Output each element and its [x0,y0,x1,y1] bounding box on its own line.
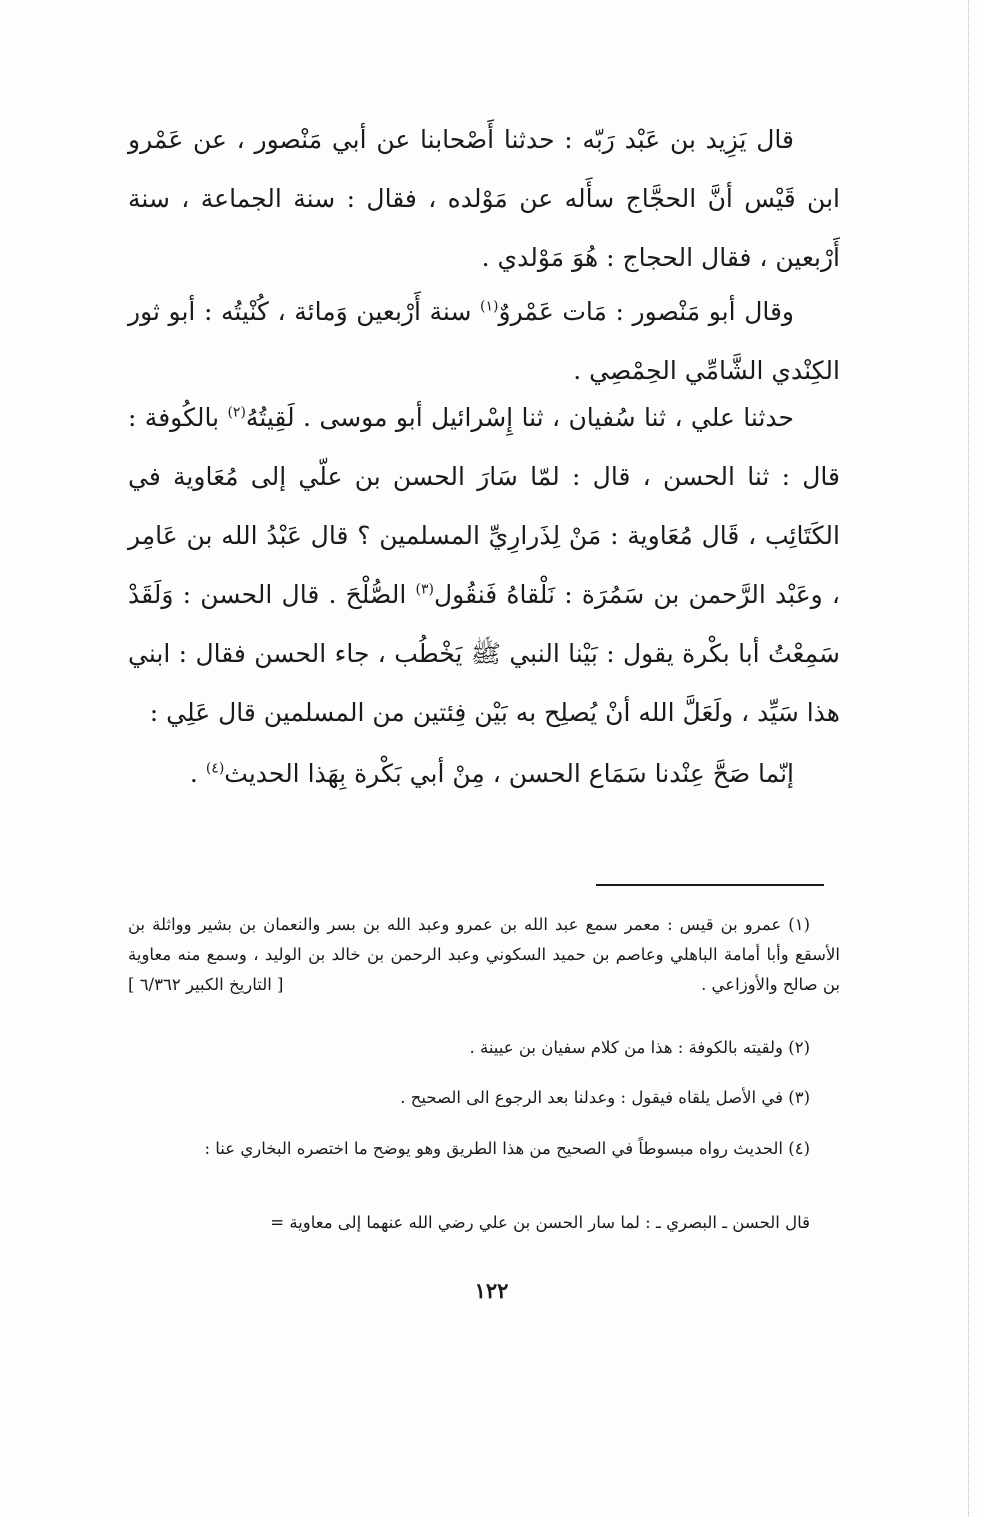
paragraph-text-end: الصُّلْحَ . قال الحسن : وَلَقَدْ سَمِعْتُ أبا بكْرة يقول : بَيْنا النبي ﷺ يَخْطُب ، جاء الحسن فقال : ابني هذا سَيِّد ، ولَعَلَّ الله أنْ يُصلِح به بَيْن فِئتين من المسلمين قال عَلِي : [128,580,840,727]
footnote-4 [128,1134,840,1164]
page-number: ١٢٢ [474,1278,509,1303]
footnote-2 [128,1033,840,1063]
paragraph-text-start: حدثنا علي ، ثنا سُفيان ، ثنا إِسْرائيل أبو موسى . لَقِيتُهُ [245,403,794,432]
footnote-1 [128,910,840,1000]
paragraph-abu-mansur [128,282,840,400]
footnote-ref-3: (٣) [415,581,434,598]
paragraph-text-start: إنّما صَحَّ عِنْدنا سَمَاع الحسن ، مِنْ أبي بَكْرة بِهَذا الحديث [224,759,794,788]
paragraph-text-start: وقال أبو مَنْصور : مَات عَمْروٌ [498,297,795,326]
paragraph-yazid [128,110,840,287]
paragraph-text: قال يَزِيد بن عَبْد رَبّه : حدثنا أَصْحابنا عن أبي مَنْصور ، عن عَمْرو ابن قَيْس أنَّ الحجَّاج سأَله عن مَوْلده ، فقال : سنة الجماعة ، سنة أَرْبعين ، فقال الحجاج : هُوَ مَوْلدي . [128,125,840,272]
footnote-4-continuation-text: قال الحسن ـ البصري ـ : لما سار الحسن بن علي رضي الله عنهما إلى معاوية = [270,1213,810,1232]
paragraph-text-middle: بالكُوفة : قال : ثنا الحسن ، قال : لمّا سَارَ الحسن بن علّي إلى مُعَاوية في الكَتَائِب ، قَال مُعَاوية : مَنْ لِذَرارِيِّ المسلمين ؟ قال عَبْدُ الله بن عَامِر ، وعَبْد الرَّحمن بن سَمُرَة : نَلْقاهُ فَنقُول [128,403,840,609]
scan-edge-line [968,0,969,1517]
paragraph-text-end: . [189,759,206,788]
footnote-ref-1: (١) [480,298,499,315]
footnote-3 [128,1083,840,1113]
paragraph-text-end: سنة أَرْبعين وَمائة ، كُنْيتُه : أبو ثور الكِنْدي الشَّامِّي الحِمْصِي . [128,297,840,385]
footnote-1-citation: [ التاريخ الكبير ٦/٣٦٢ ] [128,975,284,994]
footnote-4-continuation [128,1208,840,1238]
footnote-ref-4: (٤) [205,760,225,777]
footnote-ref-2: (٢) [227,404,246,421]
paragraph-conclusion [128,744,840,803]
footnote-separator [596,884,824,886]
footnote-2-text: (٢) ولقيته بالكوفة : هذا من كلام سفيان بن عيينة . [469,1038,810,1057]
footnote-3-text: (٣) في الأصل يلقاه فيقول : وعدلنا بعد الرجوع الى الصحيح . [400,1088,810,1107]
footnote-1-text: (١) عمرو بن قيس : معمر سمع عبد الله بن عمرو وعبد الله بن بسر والنعمان بن بشير وواثلة بن الأسقع وأبا أمامة الباهلي وعاصم بن حميد السكوني وعبد الرحمن بن خالد بن الوليد ، وسمع منه معاوية بن صالح والأوزاعي . [128,915,840,994]
footnote-4-text: (٤) الحديث رواه مبسوطاً في الصحيح من هذا الطريق وهو يوضح ما اختصره البخاري عنا : [204,1139,810,1158]
paragraph-hadith-chain [128,388,840,742]
